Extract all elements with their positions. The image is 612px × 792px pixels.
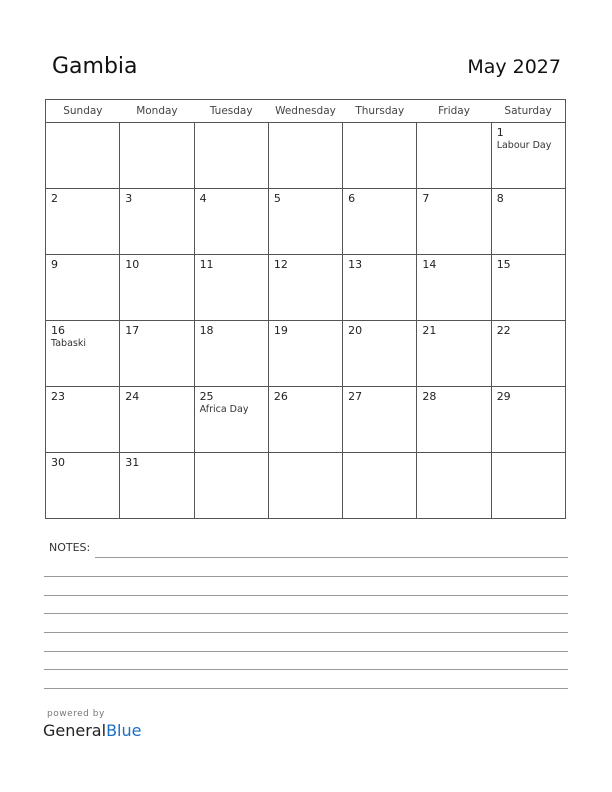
day-cell [120,321,194,387]
day-cell [343,189,417,255]
day-number: 11 [199,258,214,271]
day-number: 16 [51,324,65,337]
day-cell [417,321,491,387]
day-cell [491,453,565,519]
holiday-label: Labour Day [496,140,552,151]
day-cell [120,189,194,255]
day-cell [194,189,268,255]
weekday-header-row [46,100,566,123]
day-number: 5 [273,192,281,205]
day-number: 30 [51,456,65,469]
brand-general: General [43,721,107,740]
day-number: 28 [422,390,437,403]
day-cell [194,321,268,387]
weekday-sunday: Sunday [46,100,120,123]
day-cell [268,255,342,321]
day-cell [120,123,194,189]
day-number: 10 [125,258,140,271]
day-cell [491,123,565,189]
holiday-label: Africa Day [199,404,249,415]
day-cell [194,387,268,453]
day-cell [194,453,268,519]
notes-line [44,632,568,633]
day-number: 22 [496,324,511,337]
day-number: 19 [273,324,288,337]
day-number: 2 [51,192,58,205]
day-cell [46,387,120,453]
day-cell [268,189,342,255]
day-number: 15 [496,258,511,271]
day-cell [194,255,268,321]
day-number: 26 [273,390,288,403]
weekday-monday: Monday [120,100,194,123]
day-number: 29 [496,390,511,403]
day-cell [120,453,194,519]
day-cell [46,321,120,387]
day-number: 21 [422,324,437,337]
week-row [46,453,566,519]
holiday-label: Tabaski [51,338,86,349]
day-number: 1 [496,126,504,139]
day-cell [268,123,342,189]
day-cell [417,189,491,255]
notes-label: NOTES: [49,541,91,554]
powered-by-text: powered by [47,709,105,719]
day-cell [491,189,565,255]
brand-logo [43,721,141,740]
day-number: 12 [273,258,288,271]
day-number: 14 [422,258,437,271]
day-number: 13 [348,258,363,271]
day-cell [343,123,417,189]
day-cell [46,123,120,189]
day-number: 8 [496,192,504,205]
day-number: 24 [125,390,140,403]
day-number: 31 [125,456,140,469]
day-cell [120,387,194,453]
day-cell [343,321,417,387]
day-cell [46,453,120,519]
notes-line [44,688,568,689]
day-cell [120,255,194,321]
weekday-saturday: Saturday [491,100,565,123]
day-cell [417,123,491,189]
day-number: 6 [348,192,356,205]
day-cell [491,321,565,387]
day-cell [343,255,417,321]
day-cell [491,387,565,453]
notes-line [44,651,568,652]
day-cell [194,123,268,189]
week-row [46,123,566,189]
brand-blue: Blue [106,721,142,740]
day-number: 18 [199,324,214,337]
notes-line [44,576,568,577]
day-cell [268,321,342,387]
day-number: 27 [348,390,363,403]
day-number: 17 [125,324,140,337]
day-cell [417,255,491,321]
week-row [46,189,566,255]
weekday-thursday: Thursday [343,100,417,123]
notes-line [95,557,568,558]
day-number: 20 [348,324,363,337]
day-number: 25 [199,390,214,403]
day-cell [46,255,120,321]
day-number: 4 [199,192,207,205]
month-year-title: May 2027 [467,56,561,78]
notes-line [44,613,568,614]
week-row [46,321,566,387]
day-cell [268,453,342,519]
calendar-grid [45,99,566,519]
day-number: 3 [125,192,133,205]
day-number: 23 [51,390,65,403]
day-cell [417,387,491,453]
day-cell [46,189,120,255]
day-cell [417,453,491,519]
weekday-friday: Friday [417,100,491,123]
notes-line [44,669,568,670]
notes-line [44,595,568,596]
day-cell [343,453,417,519]
day-cell [268,387,342,453]
weekday-wednesday: Wednesday [268,100,342,123]
country-title: Gambia [52,54,138,79]
day-number: 9 [51,258,58,271]
day-number: 7 [422,192,430,205]
day-cell [343,387,417,453]
day-cell [491,255,565,321]
week-row [46,387,566,453]
weekday-tuesday: Tuesday [194,100,268,123]
week-row [46,255,566,321]
